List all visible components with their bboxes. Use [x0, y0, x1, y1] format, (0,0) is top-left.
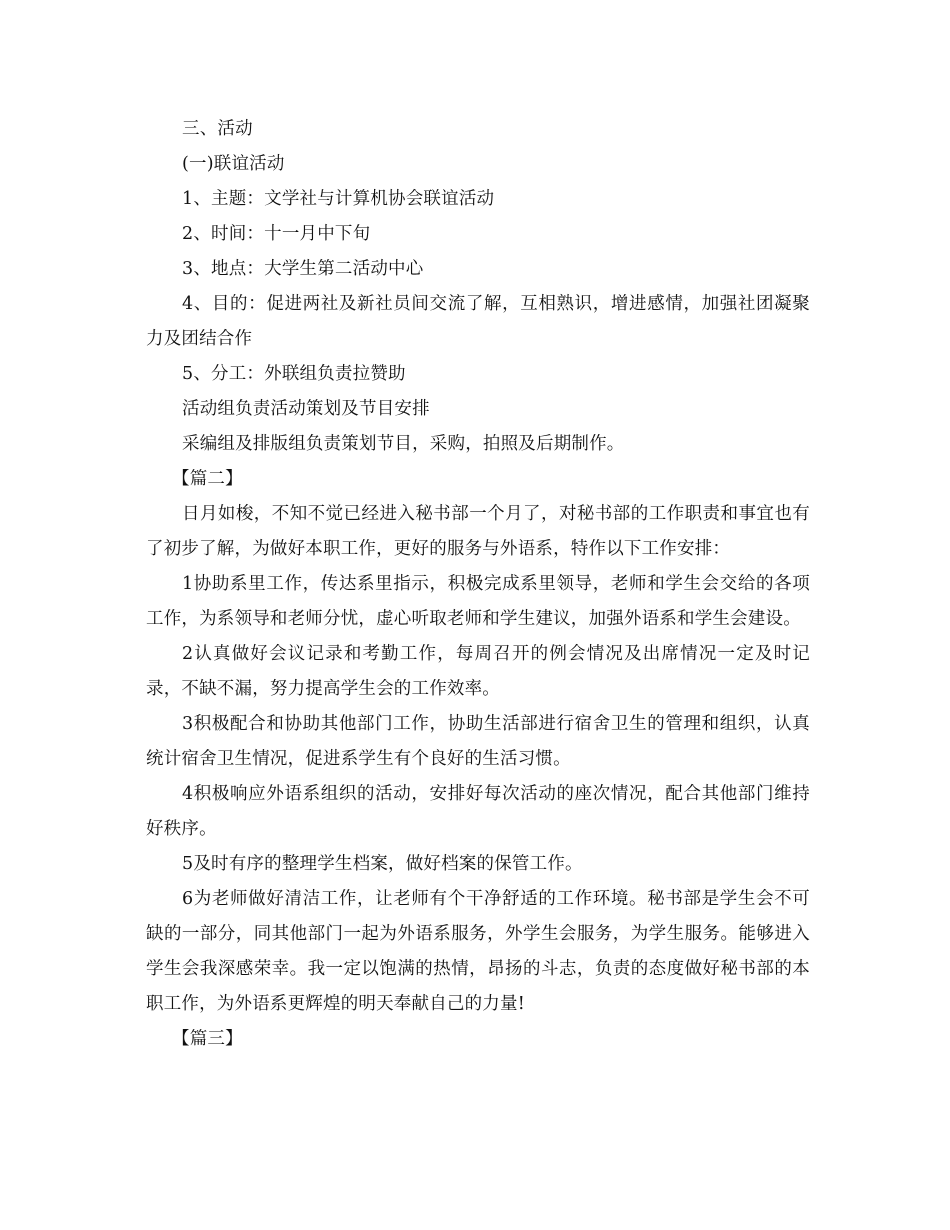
- section-heading: 三、活动: [182, 119, 253, 139]
- document-page: [146, 112, 810, 1057]
- body-paragraph: 4积极响应外语系组织的活动，安排好每次活动的座次情况，配合其他部门维持好秩序。: [146, 784, 810, 839]
- list-item: 3、地点：大学生第二活动中心: [182, 259, 424, 279]
- section-title-part-two: 【篇二】: [172, 469, 243, 489]
- subsection-heading: (一)联谊活动: [182, 154, 285, 174]
- body-paragraph: 日月如梭，不知不觉已经进入秘书部一个月了，对秘书部的工作职责和事宜也有了初步了解，为做好本职工作，更好的服务与外语系，特作以下工作安排：: [146, 504, 810, 559]
- body-paragraph: 3积极配合和协助其他部门工作，协助生活部进行宿舍卫生的管理和组织，认真统计宿舍卫生情况，促进系学生有个良好的生活习惯。: [146, 714, 810, 769]
- body-paragraph: 2认真做好会议记录和考勤工作，每周召开的例会情况及出席情况一定及时记录，不缺不漏，努力提高学生会的工作效率。: [146, 644, 810, 699]
- list-item: 4、目的：促进两社及新社员间交流了解，互相熟识，增进感情，加强社团凝聚力及团结合作: [146, 294, 810, 349]
- list-item: 活动组负责活动策划及节目安排: [182, 399, 430, 419]
- list-item: 1、主题：文学社与计算机协会联谊活动: [182, 189, 495, 209]
- body-paragraph: 5及时有序的整理学生档案，做好档案的保管工作。: [182, 854, 583, 874]
- list-item: 5、分工：外联组负责拉赞助: [182, 364, 406, 384]
- section-title-part-three: 【篇三】: [172, 1029, 243, 1049]
- list-item: 2、时间：十一月中下旬: [182, 224, 371, 244]
- body-paragraph: 6为老师做好清洁工作，让老师有个干净舒适的工作环境。秘书部是学生会不可缺的一部分，同其他部门一起为外语系服务，外学生会服务，为学生服务。能够进入学生会我深感荣幸。我一定以饱满的热情，昂扬的斗志，负责的态度做好秘书部的本职工作，为外语系更辉煌的明天奉献自己的力量!: [146, 889, 810, 1014]
- list-item: 采编组及排版组负责策划节目，采购，拍照及后期制作。: [182, 434, 625, 454]
- body-paragraph: 1协助系里工作，传达系里指示，积极完成系里领导，老师和学生会交给的各项工作，为系领导和老师分忧，虚心听取老师和学生建议，加强外语系和学生会建设。: [146, 574, 810, 629]
